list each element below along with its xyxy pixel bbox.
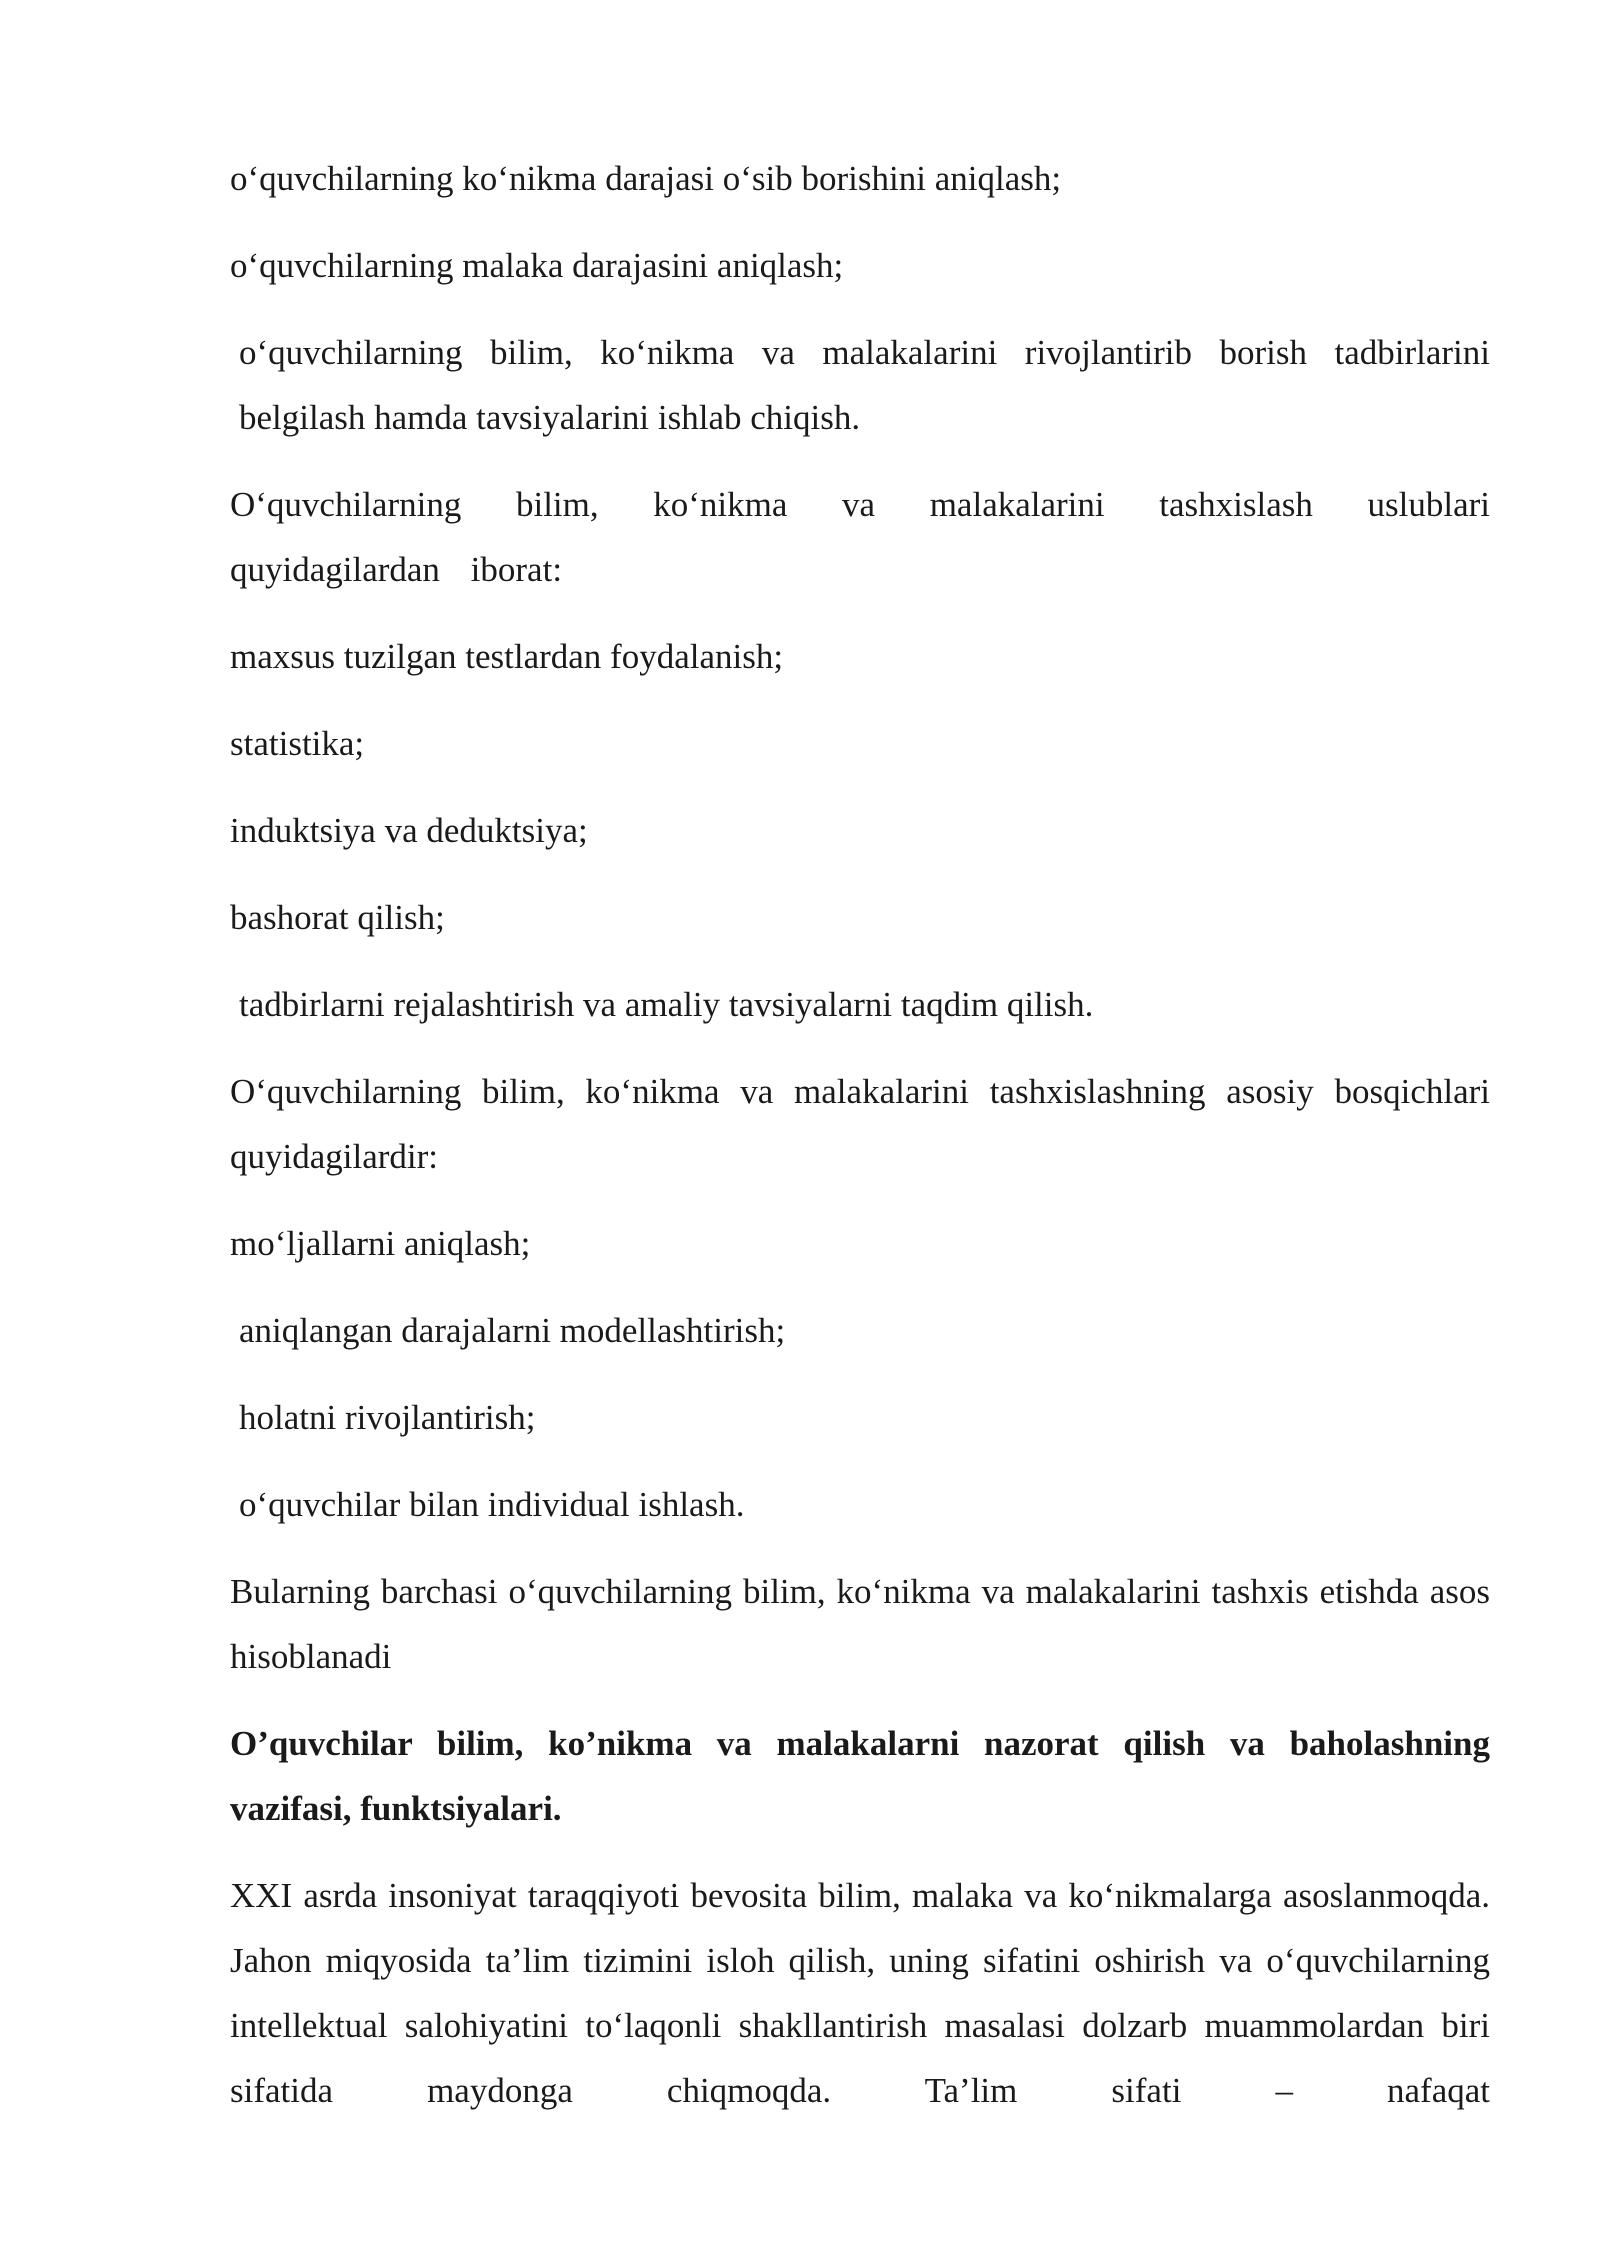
list-item-qualification-level: o‘quvchilarning malaka darajasini aniqlash;	[230, 246, 844, 285]
paragraph-diagnosis-methods-intro: O‘quvchilarning bilim, ko‘nikma va malakalarini tashxislash uslublari quyidagilardan iborat:	[230, 485, 1490, 589]
list-item-planning: tadbirlarni rejalashtirish va amaliy tavsiyalarni taqdim qilish.	[239, 985, 1094, 1024]
list-item-goals: mo‘ljallarni aniqlash;	[230, 1224, 531, 1263]
document-body	[230, 146, 1490, 2123]
list-item-skill-growth: o‘quvchilarning ko‘nikma darajasi o‘sib borishini aniqlash;	[230, 159, 1062, 198]
paragraph-diagnosis-stages-intro: O‘quvchilarning bilim, ko‘nikma va malakalarini tashxislashning asosiy bosqichlari quyidagilardir:	[230, 1072, 1490, 1176]
paragraph-summary: Bularning barchasi o‘quvchilarning bilim, ko‘nikma va malakalarini tashxis etishda asos hisoblanadi	[230, 1572, 1490, 1676]
section-heading: O’quvchilar bilim, ko’nikma va malakalarni nazorat qilish va baholashning vazifasi, funktsiyalari.	[230, 1724, 1490, 1828]
list-item-tests: maxsus tuzilgan testlardan foydalanish;	[230, 637, 784, 676]
list-item-induction-deduction: induktsiya va deduktsiya;	[230, 811, 588, 850]
list-item-individual-work: o‘quvchilar bilan individual ishlash.	[239, 1485, 745, 1524]
list-item-statistics: statistika;	[230, 724, 365, 763]
list-item-development: holatni rivojlantirish;	[239, 1398, 536, 1437]
list-item-forecasting: bashorat qilish;	[230, 898, 445, 937]
list-item-development-measures: o‘quvchilarning bilim, ko‘nikma va malakalarini rivojlantirib borish tadbirlarini belgilash hamda tavsiyalarini ishlab chiqish.	[239, 333, 1490, 437]
list-item-modelling: aniqlangan darajalarni modellashtirish;	[239, 1311, 786, 1350]
paragraph-closing: XXI asrda insoniyat taraqqiyoti bevosita bilim, malaka va ko‘nikmalarga asoslanmoqda. Jahon miqyosida ta’lim tizimini isloh qilish, uning sifatini oshirish va o‘quvchilarning intellektual salohiyatini to‘laqonli shakllantirish masalasi dolzarb muammolardan biri sifatida maydonga chiqmoqda. Ta’lim sifati – nafaqat	[230, 1876, 1490, 2110]
